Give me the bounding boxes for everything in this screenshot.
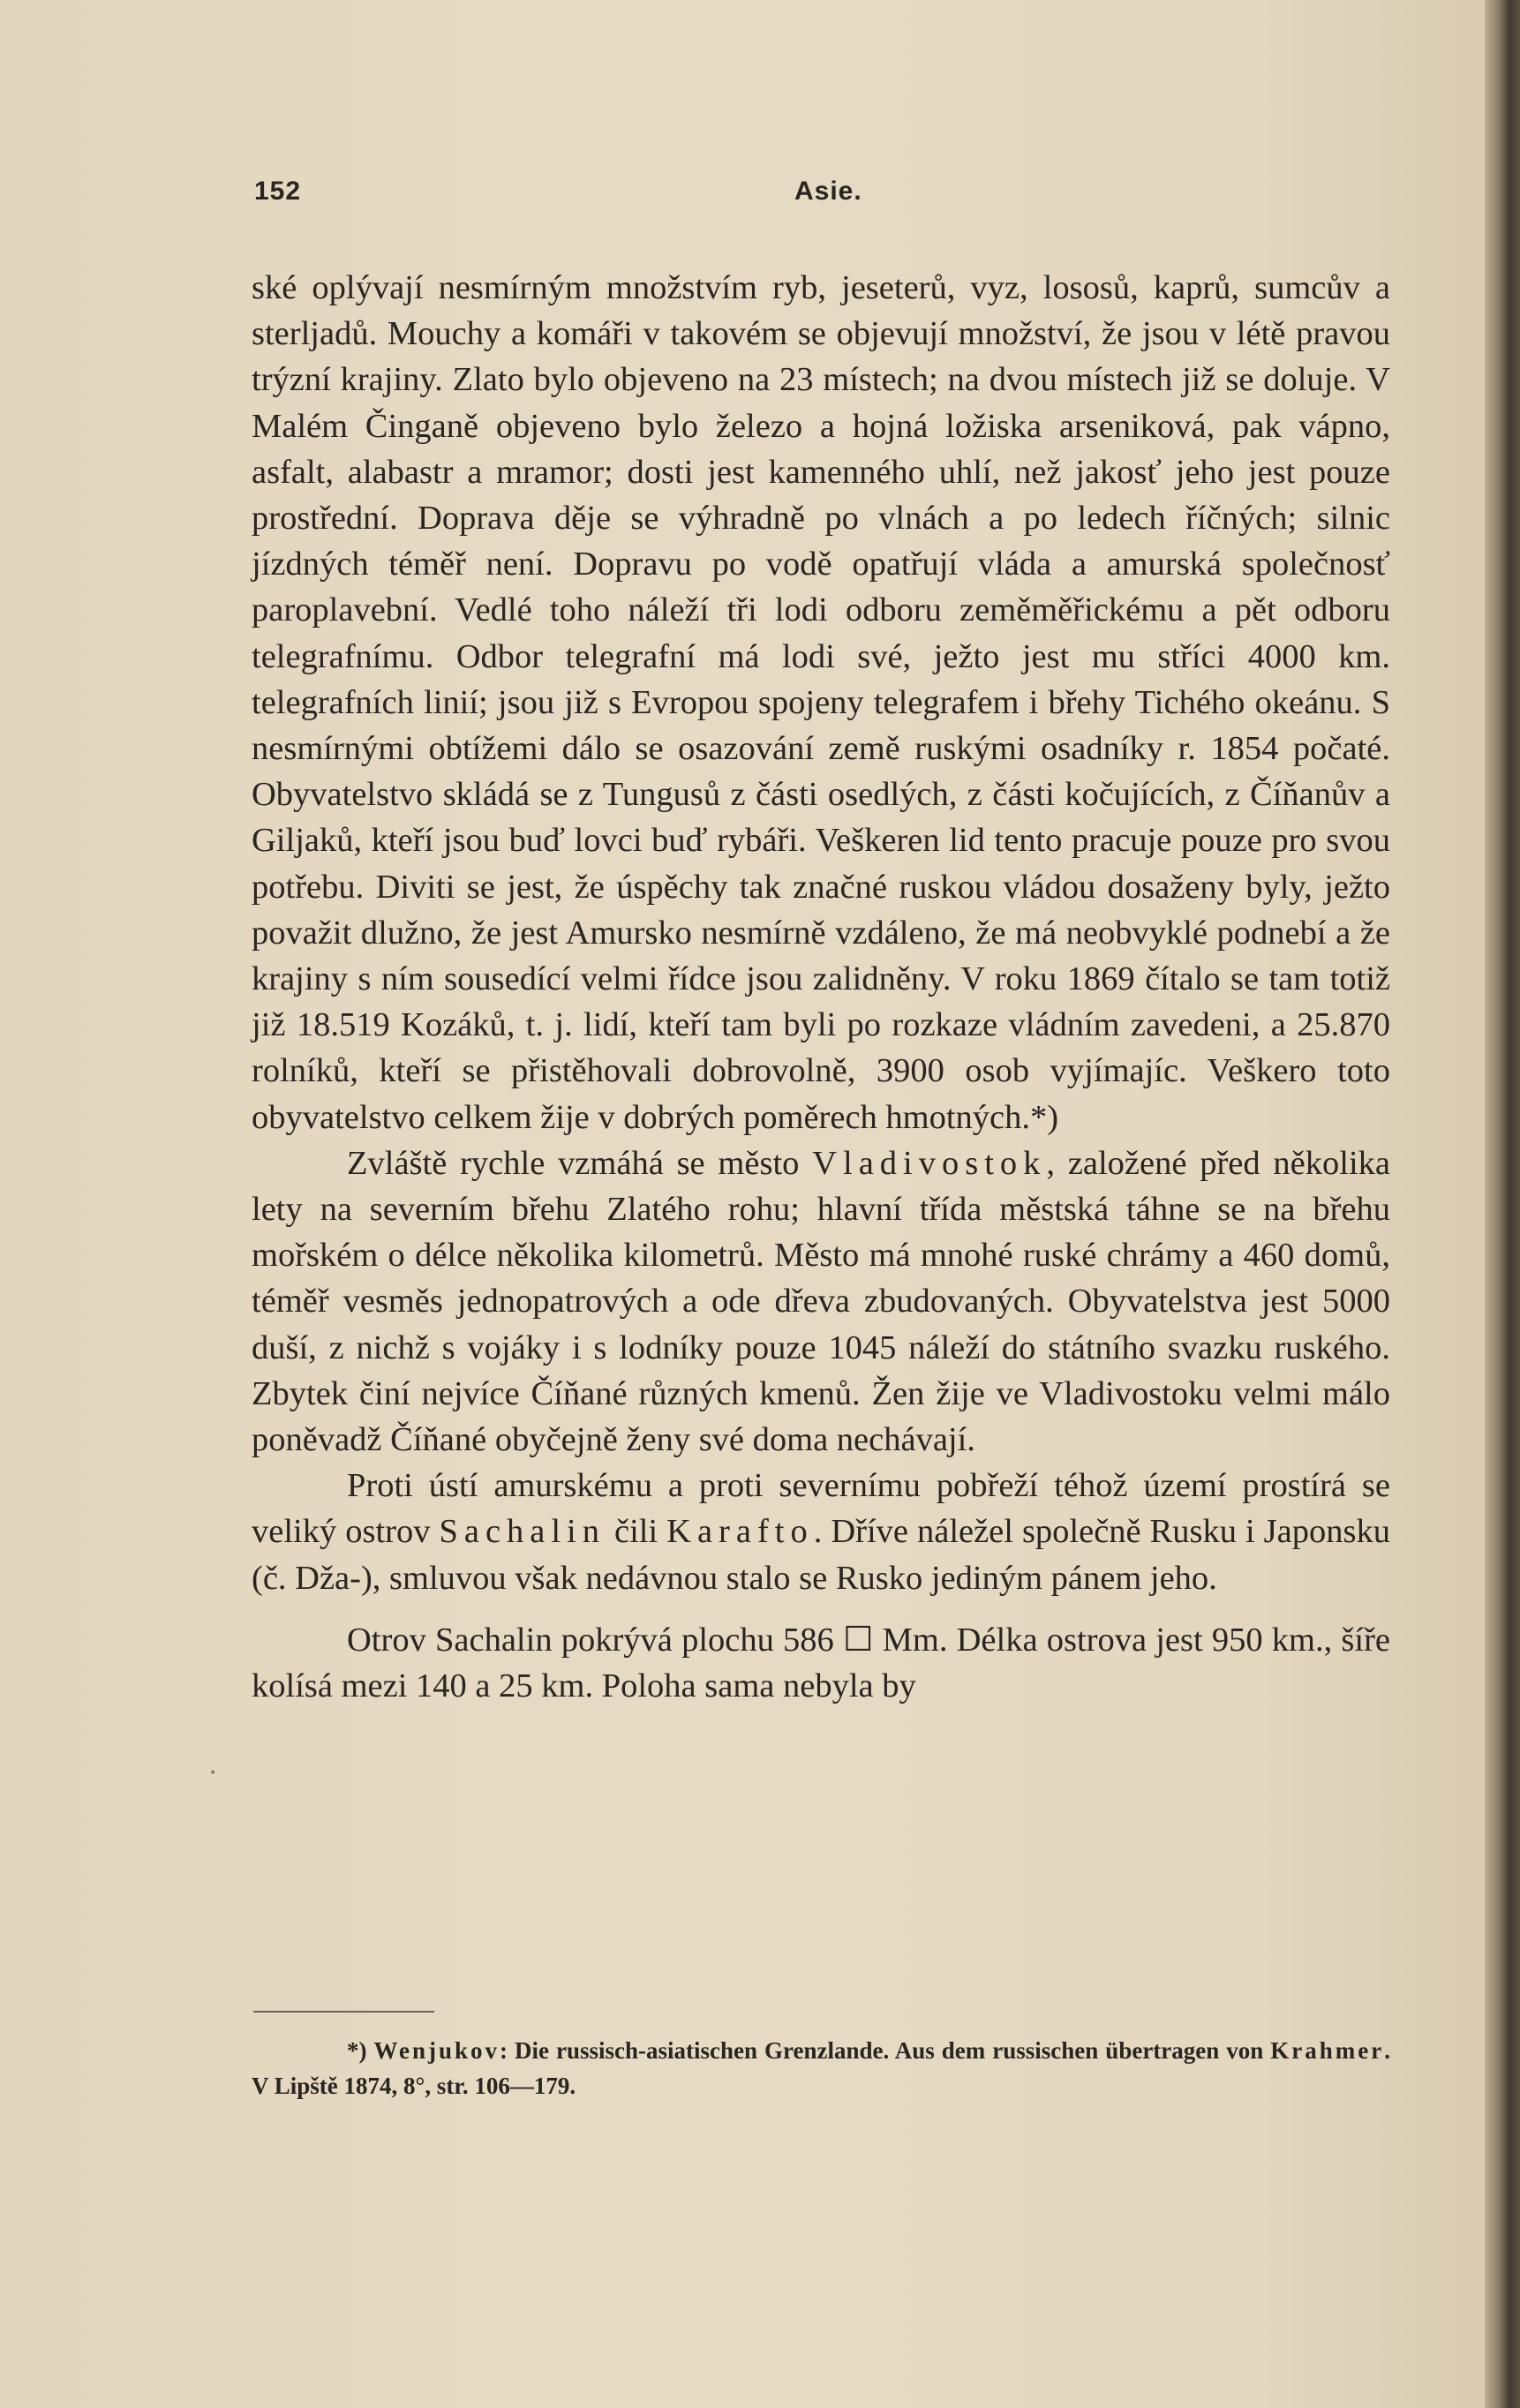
- page-header: [254, 177, 862, 212]
- body-text: [252, 265, 1390, 1709]
- paragraph-sachalin-area: [252, 1617, 1390, 1709]
- book-spine-shadow: [1485, 0, 1520, 2408]
- footnote-divider: [253, 2011, 434, 2013]
- spaced-place-name: Sachalin: [439, 1513, 606, 1551]
- paragraph-text: ské oplývají nesmírným množstvím ryb, jeseterů, vyz, lososů, kaprů, sumcův a sterljadů. Mouchy a komáři v takovém se objevují množství, že jsou v létě pravou trýzní krajiny. Zlato bylo objeveno na 23 místech; na dvou místech již se doluje. V Malém Činganě objeveno bylo železo a hojná ložiska arseniková, pak vápno, asfalt, alabastr a mramor; dosti jest kamenného uhlí, než jakosť jeho jest pouze prostřední. Doprava děje se výhradně po vlnách a po ledech říčných; silnic jízdných téměř není. Dopravu po vodě opatřují vláda a amurská společnosť paroplavební. Vedlé toho náleží tři lodi odboru zeměměřickému a pět odboru telegrafnímu. Odbor telegrafní má lodi své, ježto jest mu stříci 4000 km. telegrafních linií; jsou již s Evropou spojeny telegrafem i břehy Tichého okeánu. S nesmírnými obtížemi dálo se osazování země ruskými osadníky r. 1854 počaté. Obyvatelstvo skládá se z Tungusů z části osedlých, z části kočujících, z Číňanův a Giljaků, kteří jsou buď lovci buď rybáři. Veškeren lid tento pracuje pouze pro svou potřebu. Diviti se jest, že úspěchy tak značné ruskou vládou dosaženy byly, ježto považit dlužno, že jest Amursko nesmírně vzdáleno, že má neobvyklé podnebí a že krajiny s ním sousedící velmi řídce jsou zalidněny. V roku 1869 čítalo se tam totiž již 18.519 Kozáků, t. j. lidí, kteří tam byli po rozkaze vládním zavedeni, a 25.870 rolníků, kteří se přistěhovali dobrovolně, 3900 osob vyjímajíc. Veškero toto obyvatelstvo celkem žije v dobrých poměrech hmotných.*): [252, 269, 1390, 1136]
- footnote-translator: Krahmer: [1270, 2037, 1385, 2064]
- spaced-place-name: Vladivostok: [812, 1144, 1047, 1182]
- footnote-text: . V Lipště 1874, 8°, str. 106—179.: [252, 2037, 1390, 2099]
- page-number: 152: [254, 177, 302, 206]
- spaced-place-name: Karafto: [666, 1513, 814, 1551]
- footnote-marker: *): [347, 2037, 367, 2064]
- footnote: [252, 2033, 1390, 2103]
- paragraph-vladivostok: [252, 1140, 1390, 1463]
- paragraph-text: čili: [606, 1513, 667, 1551]
- paragraph-text: Otrov Sachalin pokrývá plochu 586 ☐ Mm. Délka ostrova jest 950 km., šíře kolísá mezi 140 a 25 km. Poloha sama nebyla by: [252, 1621, 1390, 1705]
- paragraph-text: Proti ústí amurskému a proti severnímu pobřeží téhož území prostírá se veliký ostrov: [252, 1467, 1390, 1551]
- paragraph-text: , založené před několika lety na severním břehu Zlatého rohu; hlavní třída městská táhne se na břehu mořském o délce několika kilometrů. Město má mnohé ruské chrámy a 460 domů, téměř vesměs jednopatrových a ode dřeva zbudovaných. Obyvatelstva jest 5000 duší, z nichž s vojáky i s lodníky pouze 1045 náleží do státního svazku ruského. Zbytek činí nejvíce Číňané různých kmenů. Žen žije ve Vladivostoku velmi málo poněvadž Číňané obyčejně ženy své doma nechávají.: [252, 1144, 1390, 1459]
- margin-mark: •: [210, 1764, 216, 1781]
- running-head: Asie.: [794, 177, 862, 206]
- footnote-text: : Die russisch-asiatischen Grenzlande. Aus dem russischen übertragen von: [500, 2037, 1271, 2064]
- paragraph-sachalin-intro: [252, 1463, 1390, 1601]
- footnote-author: Wenjukov: [373, 2037, 500, 2064]
- paragraph-text: . Dříve náležel společně Rusku i Japonsku (č. Dža-), smluvou však nedávnou stalo se Rusko jediným pánem jeho.: [252, 1513, 1390, 1597]
- paragraph-amur-region: [252, 265, 1390, 1140]
- paragraph-text: Zvláště rychle vzmáhá se město: [347, 1144, 813, 1182]
